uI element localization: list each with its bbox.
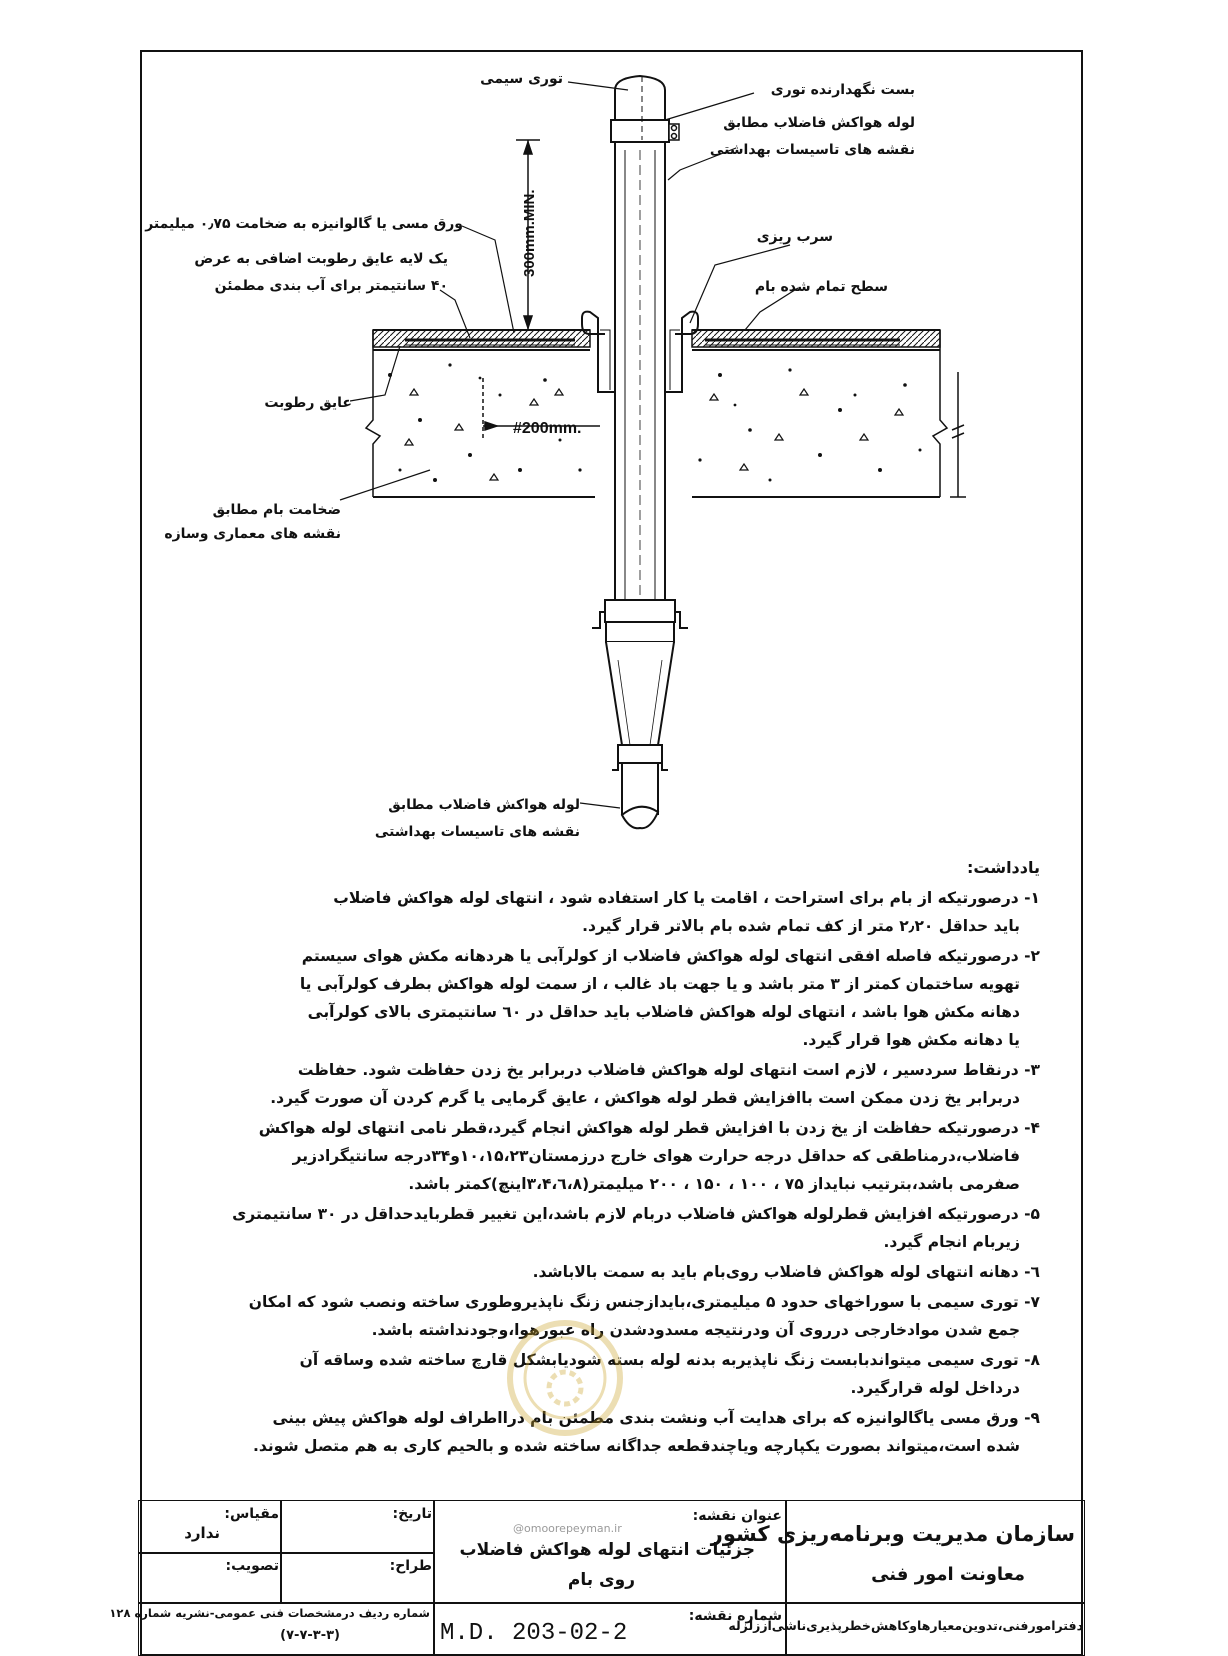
designer-label: طراح: xyxy=(389,1558,432,1574)
note-line: درداخل لوله قرارگیرد. xyxy=(850,1379,1020,1397)
note-line: ۸- توری سیمی میتواندبابست زنگ ناپذیربه بدنه لوله بسته شودیابشکل قارچ ساخته شده وساقه آن xyxy=(299,1351,1040,1369)
approval-label: تصویب: xyxy=(225,1558,279,1574)
spec-row-line1: شماره ردیف درمشخصات فنی عمومی-نشریه شماره ۱۲۸ xyxy=(109,1606,430,1620)
note-line: ۲- درصورتیکه فاصله افقی انتهای لوله هواکش فاضلاب از کولرآبی یا هردهانه مکش هوای سیستم xyxy=(301,947,1040,965)
note-line: ۹- ورق مسی یاگالوانیزه که برای هدایت آب ونشت بندی مطمئن بام درااطراف لوله هواکش پیش بینی xyxy=(272,1409,1040,1427)
note-line: ۷- توری سیمی با سوراخهای حدود ۵ میلیمتری،بایدازجنس زنگ ناپذیروطوری ساخته ونصب شود که امکان xyxy=(248,1293,1040,1311)
label-extra-layer-line2: ۴۰ سانتیمتر برای آب بندی مطمئن xyxy=(214,278,448,294)
note-line: ۱- درصورتیکه از بام برای استراحت ، اقامت یا کار استفاده شود ، انتهای لوله هواکش فاضلاب xyxy=(333,889,1040,907)
note-line: تهویه ساختمان کمتر از ۳ متر باشد و یا جهت باد غالب ، از سمت لوله هواکش بطرف کولرآبی یا xyxy=(299,975,1020,993)
label-vent-pipe-bottom-line2: نقشه های تاسیسات بهداشتی xyxy=(374,824,580,840)
note-line: زیربام انجام گیرد. xyxy=(883,1233,1020,1251)
label-mesh-clamp: بست نگهدارنده توری xyxy=(770,82,915,98)
watermark-text: @omoorepeyman.ir xyxy=(513,1522,622,1535)
note-line: ٦- دهانه انتهای لوله هواکش فاضلاب روی‌بام باید به سمت بالاباشد. xyxy=(532,1263,1040,1281)
label-vent-pipe-top-line2: نقشه های تاسیسات بهداشتی xyxy=(709,142,915,158)
drawing-number: M.D. 203-02-2 xyxy=(440,1620,628,1647)
office-name: دفترامورفنی،تدوین‌معیارهاوکاهش‌خطرپذیری‌ناشی‌اززلزله xyxy=(728,1618,1083,1633)
note-line: فاضلاب،درمناطقی که حداقل درجه حرارت هوای خارج درزمستان۱۰،۱۵،۲۳و۳۴درجه سانتیگرادزیر xyxy=(292,1147,1020,1165)
concrete-aggregate-triangles xyxy=(405,389,903,480)
drawing-number-label: شماره نقشه: xyxy=(688,1608,782,1624)
note-line: شده است،میتواند بصورت یکپارچه ویاچندقطعه جداگانه ساخته شده و بالحیم کاری به هم متصل شوند. xyxy=(253,1437,1020,1455)
label-roof-thickness-line2: نقشه های معماری وسازه xyxy=(164,526,341,542)
label-lead-flashing: سرب ریزی xyxy=(756,229,833,245)
roof-thickness-dimension xyxy=(950,372,966,497)
org-name: سازمان مدیریت وبرنامه‌ریزی کشور xyxy=(710,1522,1075,1546)
note-line: یا دهانه مکش هوا قرار گیرد. xyxy=(802,1031,1020,1049)
watermark-stamp xyxy=(505,1318,625,1438)
scale-value: ندارد xyxy=(184,1524,220,1542)
label-wire-mesh: توری سیمی xyxy=(480,71,563,87)
note-line: باید حداقل ۲٫۲۰ متر از کف تمام شده بام بالاتر قرار گیرد. xyxy=(582,917,1020,935)
clamp-bolts xyxy=(669,124,679,140)
drawing-title-line1: جزئیات انتهای لوله هواکش فاضلاب xyxy=(459,1540,755,1560)
drawing-title-line2: روی بام xyxy=(567,1570,635,1590)
label-vent-pipe-top-line1: لوله هواکش فاضلاب مطابق xyxy=(723,115,915,131)
label-moisture-barrier: عایق رطوبت xyxy=(264,395,352,411)
label-copper-sheet: ورق مسی یا گالوانیزه به ضخامت ۰٫۷۵ میلیمتر xyxy=(145,216,463,232)
label-roof-thickness-line1: ضخامت بام مطابق xyxy=(212,502,341,518)
scale-label: مقیاس: xyxy=(224,1506,279,1522)
label-vent-pipe-bottom-line1: لوله هواکش فاضلاب مطابق xyxy=(388,797,580,813)
vent-pipe xyxy=(592,76,688,828)
tb-org-cell xyxy=(786,1500,1085,1603)
spec-row-line2: (۷-۷-۳-۳) xyxy=(280,1628,340,1643)
notes-title: یادداشت: xyxy=(967,858,1040,877)
dimension-200-label: #200mm. xyxy=(513,420,582,437)
label-extra-layer-line1: یک لایه عایق رطوبت اضافی به عرض xyxy=(194,251,448,267)
title-block xyxy=(109,1500,1085,1656)
note-line: دهانه مکش هوا باشد ، انتهای لوله هواکش فاضلاب باید حداقل در ٦٠ سانتیمتری بالای کولرآبی xyxy=(307,1003,1020,1021)
roof-slab-right xyxy=(692,330,947,497)
drawing-title-label: عنوان نقشه: xyxy=(692,1508,782,1524)
dimension-300-label: 300mm.MIN. xyxy=(521,189,538,277)
note-line: دربرابر یخ زدن ممکن است باافزایش قطر لوله هواکش ، عایق گرمایی یا گرم کردن آن صورت گیرد. xyxy=(270,1089,1020,1107)
note-line: ۵- درصورتیکه افزایش قطرلوله هواکش فاضلاب دربام لازم باشد،این تغییر قطربایدحداقل در ۳۰ سانتیمتری xyxy=(232,1205,1040,1223)
note-line: جمع شدن موادخارجی درروی آن ودرنتیجه مسدودشدن راه عبورهوا،وجودنداشته باشد. xyxy=(371,1321,1020,1339)
label-finished-roof: سطح تمام شده بام xyxy=(754,279,888,295)
org-dept: معاونت امور فنی xyxy=(871,1564,1025,1585)
date-label: تاریخ: xyxy=(392,1506,432,1522)
note-line: صفرمی باشد،بترتیب نبایداز ۷۵ ، ۱۰۰ ، ۱۵۰ ، ۲۰۰ میلیمتر(۳،۴،٦،۸اینچ)کمتر باشد. xyxy=(408,1175,1020,1193)
roof-slab-left xyxy=(366,330,595,497)
note-line: ۳- درنقاط سردسیر ، لازم است انتهای لوله هواکش فاضلاب دربرابر یخ زدن حفاظت شود. حفاظت xyxy=(297,1061,1040,1079)
note-line: ۴- درصورتیکه حفاظت از یخ زدن با افزایش قطر لوله هواکش انجام گیرد،قطر نامی انتهای لوله هواکش xyxy=(258,1119,1040,1137)
